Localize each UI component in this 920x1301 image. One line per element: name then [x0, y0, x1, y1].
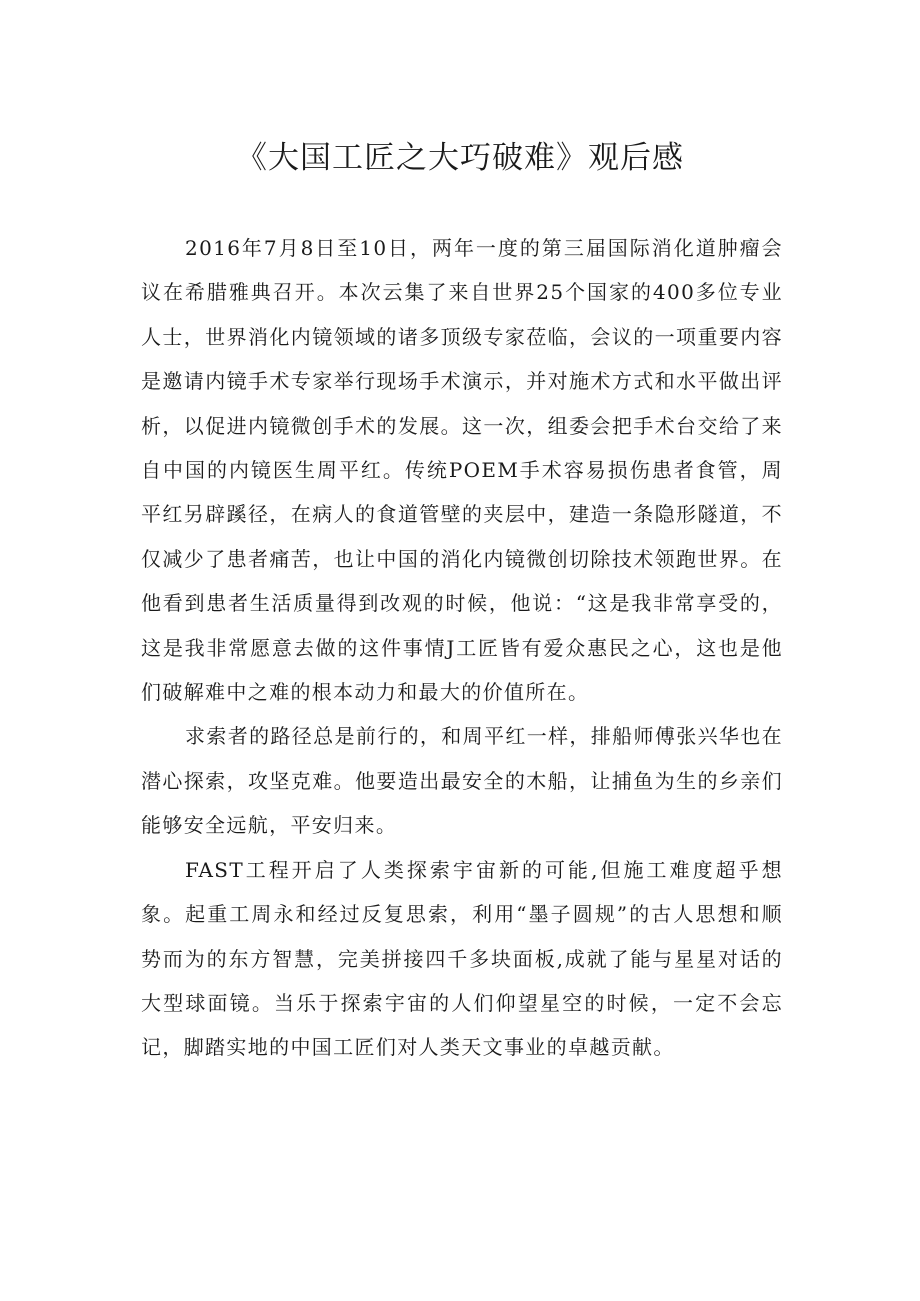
document-title: 《大国工匠之大巧破难》观后感 — [236, 140, 684, 176]
document-body — [141, 226, 783, 1070]
paragraph: 2016年7月8日至10日，两年一度的第三届国际消化道肿瘤会议在希腊雅典召开。本次云集了来自世界25个国家的400多位专业人士，世界消化内镜领域的诸多顶级专家莅临，会议的一项重要内容是邀请内镜手术专家举行现场手术演示，并对施术方式和水平做出评析，以促进内镜微创手术的发展。这一次，组委会把手术台交给了来自中国的内镜医生周平红。传统POEM手术容易损伤患者食管，周平红另辟蹊径，在病人的食道管壁的夹层中，建造一条隐形隧道，不仅减少了患者痛苦，也让中国的消化内镜微创切除技术领跑世界。在他看到患者生活质量得到改观的时候，他说：“这是我非常享受的，这是我非常愿意去做的这件事情J工匠皆有爱众惠民之心，这也是他们破解难中之难的根本动力和最大的价值所在。 — [141, 236, 783, 705]
paragraph: FAST工程开启了人类探索宇宙新的可能,但施工难度超乎想象。起重工周永和经过反复思索，利用“墨子圆规”的古人思想和顺势而为的东方智慧，完美拼接四千多块面板,成就了能与星星对话的大型球面镜。当乐于探索宇宙的人们仰望星空的时候，一定不会忘记，脚踏实地的中国工匠们对人类天文事业的卓越贡献。 — [141, 857, 783, 1060]
paragraph: 求索者的路径总是前行的，和周平红一样，排船师傅张兴华也在潜心探索，攻坚克难。他要造出最安全的木船，让捕鱼为生的乡亲们能够安全远航，平安归来。 — [141, 724, 783, 838]
